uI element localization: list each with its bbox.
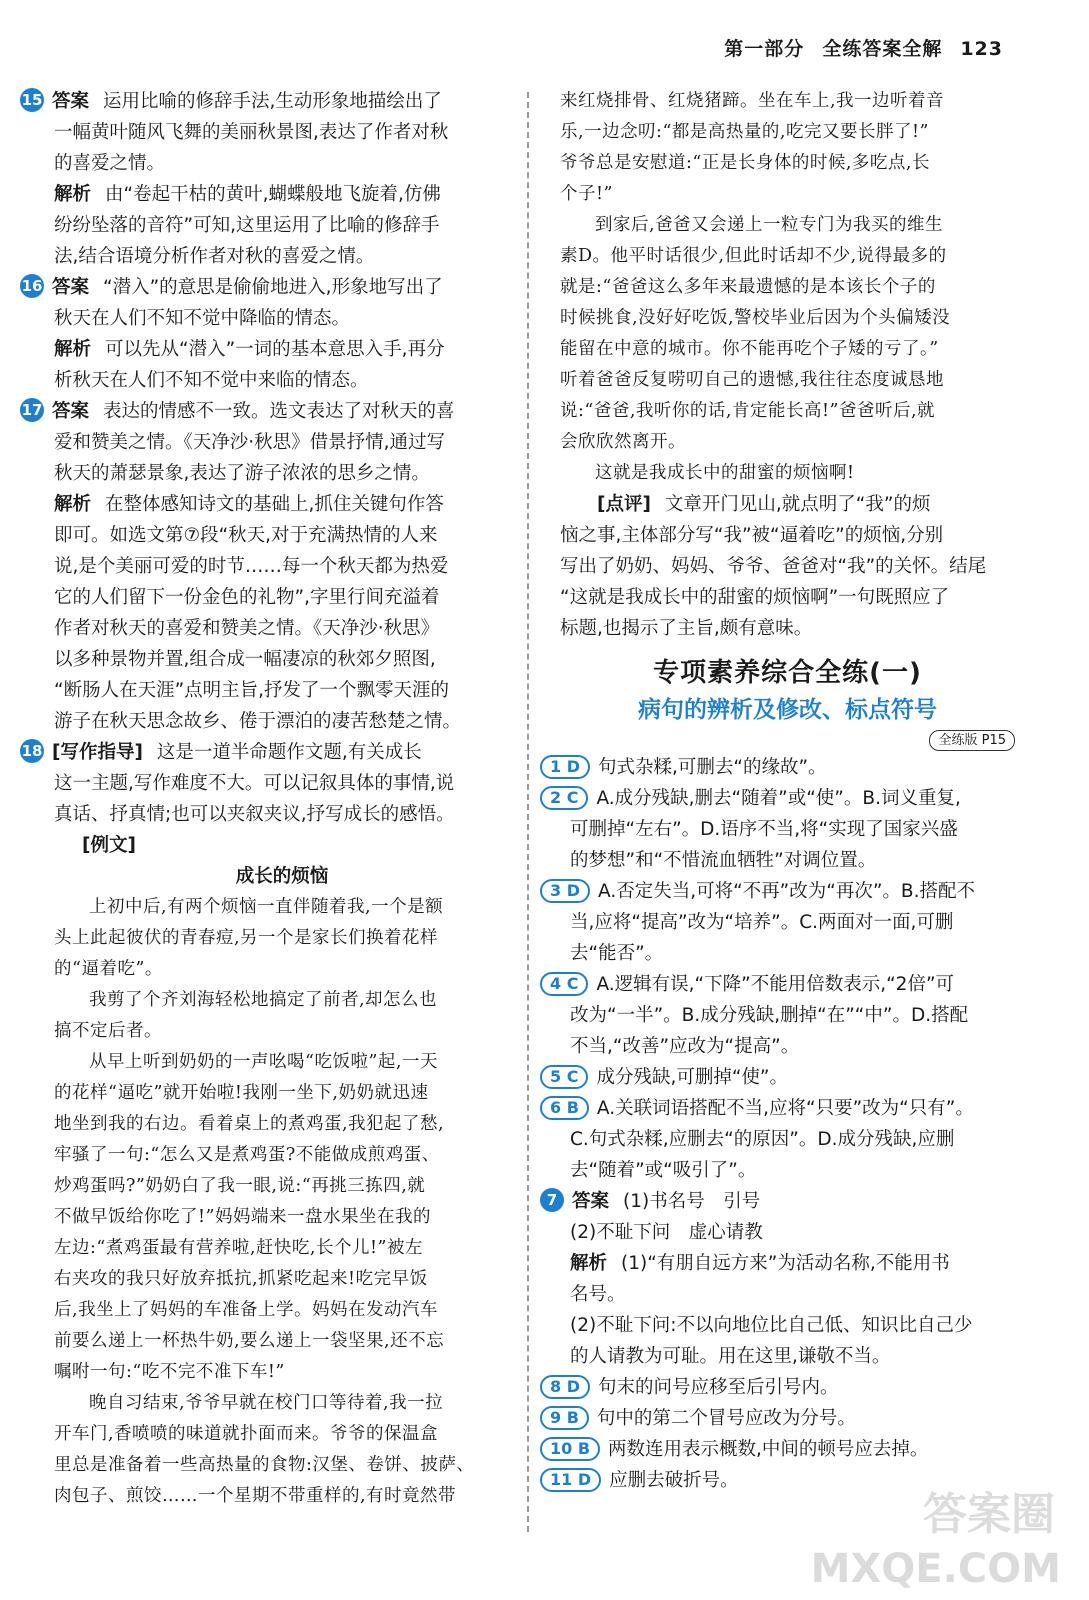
answer-badge: 6 B <box>540 1096 589 1120</box>
answer-badge: 8 D <box>540 1375 590 1399</box>
page-header <box>706 34 1003 61</box>
essay-continuation: 来红烧排骨、红烧猪蹄。坐在车上,我一边听着音 乐,一边念叨:“都是高热量的,吃完又要长胖了!” 爷爷总是安慰道:“正是长身体的时候,多吃点,长 个子!” 到家后,爸爸又会递上一粒专门为我买的维生 素D。他平时话很少,但此时话却不少,说得最多的 就是:“爸爸这么多年来最遗憾的是本该长个子的 时候挑食,没好好吃饭,警校毕业后因为个头偏矮没 能留在中意的城市。你不能再吃个子矮的亏了。” 听着爸爸反复唠叨自己的遗憾,我往往态度诚恳地 说:“爸爸,我听你的话,肯定能长高!”爸爸听后,就 会欣欣然离开。 这就是我成长中的甜蜜的烦恼啊! <box>560 91 951 483</box>
page-number: 123 <box>960 38 1003 60</box>
question-number: 16 <box>20 274 44 298</box>
question-17: 17 答案 表达的情感不一致。选文表达了对秋天的喜 爱和赞美之情。《天净沙·秋思》借景抒情,通过写 秋天的萧瑟景象,表达了游子浓浓的思乡之情。 解析 在整体感知诗文的基础上,抓住关键句作答 即可。如选文第⑦段“秋天,对于充满热情的人来 说,是个美丽可爱的时节……每一个秋天都为热爱 它的人们留下一份金色的礼物”,字里行间充溢着 作者对秋天的喜爱和赞美之情。《天净沙·秋思》 以多种景物并置,组合成一幅凄凉的秋郊夕照图, “断肠人在天涯”点明主旨,抒发了一个飘零天涯的 游子在秋天思念故乡、倦于漂泊的凄苦愁楚之情。 <box>20 396 510 737</box>
answer-badge: 3 D <box>540 879 590 903</box>
header-section: 第一部分 <box>724 38 805 60</box>
answer-list: 1 D 句式杂糅,可删去“的缘故”。 2 C A.成分残缺,删去“随着”或“使”。B.词义重复, 可删掉“左右”。D.语序不当,将“实现了国家兴盛 的梦想”和“不惜流血牺牲”对调位置。 3 D A.否定失当,可将“不再”改为“再次”。B.搭配不 当,应将“提高”改为“培养”。C.两面对一面,可删 去“能否”。 4 C A.逻辑有误,“下降”不能用倍数表示,“2倍”可 改为“一半”。B.成分残缺,删掉“在”“中”。D.搭配 不当,“改善”应改为“提高”。 5 C 成分残缺,可删掉“使”。 6 B A.关联词语搭配不当,应将“只要”改为“只有”。 C.句式杂糅,应删去“的原因”。D.成分残缺,应删 去“随着”或“吸引了”。 7 答案 (1)书名号 引号 (2)不耻下问 虚心请教 解析 (1)“有朋自远方来”为活动名称,不能用书 名号。 (2)不耻下问:不以向地位比自己低、知识比自己少 的人请教为可耻。用在这里,谦敬不当。 8 D 句末的问号应移至后引号内。 9 B 句中的第二个冒号应改为分号。 10 B 两数连用表示概数,中间的顿号应去掉。 11 D 应删去破折号。 <box>540 752 1015 1496</box>
section-subtitle: 病句的辨析及修改、标点符号 <box>638 697 937 723</box>
example-label: [例文] <box>82 835 136 856</box>
answer-badge: 2 C <box>540 786 588 810</box>
answer-badge: 11 D <box>540 1468 601 1492</box>
section-title: 专项素养综合全练(一) <box>653 658 922 688</box>
watermark: MXQE.COM <box>810 1546 1061 1592</box>
answer-badge: 4 C <box>540 972 588 996</box>
header-title: 全练答案全解 <box>822 38 943 60</box>
answer-badge: 5 C <box>540 1065 588 1089</box>
watermark-logo: 答案圈 <box>923 1489 1055 1540</box>
question-number: 17 <box>20 398 44 422</box>
answer-badge: 1 D <box>540 755 590 779</box>
question-18: 18 [写作指导] 这是一道半命题作文题,有关成长 这一主题,写作难度不大。可以记叙具体的事情,说 真话、抒真情;也可以夹叙夹议,抒写成长的感悟。 [例文] 成长的烦恼 上初中后,有两个烦恼一直伴随着我,一个是额 头上此起彼伏的青春痘,另一个是家长们换着花样 的“逼着吃”。 我剪了个齐刘海轻松地搞定了前者,却怎么也 搞不定后者。 从早上听到奶奶的一声吆喝“吃饭啦”起,一天 的花样“逼吃”就开始啦!我刚一坐下,奶奶就迅速 地坐到我的右边。看着桌上的煮鸡蛋,我犯起了愁, 牢骚了一句:“怎么又是煮鸡蛋?不能做成煎鸡蛋、 炒鸡蛋吗?”奶奶白了我一眼,说:“再挑三拣四,就 不做早饭给你吃了!”妈妈端来一盘水果坐在我的 左边:“煮鸡蛋最有营养啦,赶快吃,长个儿!”被左 右夹攻的我只好放弃抵抗,抓紧吃起来!吃完早饭 后,我坐上了妈妈的车准备上学。妈妈在发动汽车 前要么递上一杯热牛奶,要么递上一袋坚果,还不忘 嘱咐一句:“吃不完不准下车!” 晚自习结束,爷爷早就在校门口等待着,我一拉 开车门,香喷喷的味道就扑面而来。爷爷的保温盒 里总是准备着一些高热量的食物:汉堡、卷饼、披萨、 肉包子、煎饺……一个星期不带重样的,有时竟然带 <box>20 737 510 1512</box>
question-number: 15 <box>20 88 44 112</box>
answer-badge: 9 B <box>540 1406 589 1430</box>
question-16: 16 答案 “潜入”的意思是偷偷地进入,形象地写出了 秋天在人们不知不觉中降临的情态。 解析 可以先从“潜入”一词的基本意思入手,再分 析秋天在人们不知不觉中来临的情态。 <box>20 272 510 396</box>
essay-comment: [点评] 文章开门见山,就点明了“我”的烦 恼之事,主体部分写“我”被“逼着吃”的烦恼,分别 写出了奶奶、妈妈、爷爷、爸爸对“我”的关怀。结尾 “这就是我成长中的甜蜜的烦恼啊”一句既照应了 标题,也揭示了主旨,颇有意味。 <box>560 494 987 639</box>
column-divider <box>527 92 529 1532</box>
question-number: 7 <box>540 1188 564 1212</box>
left-column <box>20 86 510 1512</box>
edition-tag: 全练版 P15 <box>929 730 1015 751</box>
question-number: 18 <box>20 739 44 763</box>
answer-badge: 10 B <box>540 1437 600 1461</box>
question-15: 15 答案 运用比喻的修辞手法,生动形象地描绘出了 一幅黄叶随风飞舞的美丽秋景图,表达了作者对秋 的喜爱之情。 解析 由“卷起干枯的黄叶,蝴蝶般地飞旋着,仿佛 纷纷坠落的音符”可知,这里运用了比喻的修辞手 法,结合语境分析作者对秋的喜爱之情。 <box>20 86 510 272</box>
essay-title: 成长的烦恼 <box>235 866 329 887</box>
right-column <box>546 86 1015 1496</box>
essay-body: 上初中后,有两个烦恼一直伴随着我,一个是额 头上此起彼伏的青春痘,另一个是家长们换着花样 的“逼着吃”。 我剪了个齐刘海轻松地搞定了前者,却怎么也 搞不定后者。 从早上听到奶奶的一声吆喝“吃饭啦”起,一天 的花样“逼吃”就开始啦!我刚一坐下,奶奶就迅速 地坐到我的右边。看着桌上的煮鸡蛋,我犯起了愁, 牢骚了一句:“怎么又是煮鸡蛋?不能做成煎鸡蛋、 炒鸡蛋吗?”奶奶白了我一眼,说:“再挑三拣四,就 不做早饭给你吃了!”妈妈端来一盘水果坐在我的 左边:“煮鸡蛋最有营养啦,赶快吃,长个儿!”被左 右夹攻的我只好放弃抵抗,抓紧吃起来!吃完早饭 后,我坐上了妈妈的车准备上学。妈妈在发动汽车 前要么递上一杯热牛奶,要么递上一袋坚果,还不忘 嘱咐一句:“吃不完不准下车!” 晚自习结束,爷爷早就在校门口等待着,我一拉 开车门,香喷喷的味道就扑面而来。爷爷的保温盒 里总是准备着一些高热量的食物:汉堡、卷饼、披萨、 肉包子、煎饺……一个星期不带重样的,有时竟然带 <box>54 897 475 1506</box>
